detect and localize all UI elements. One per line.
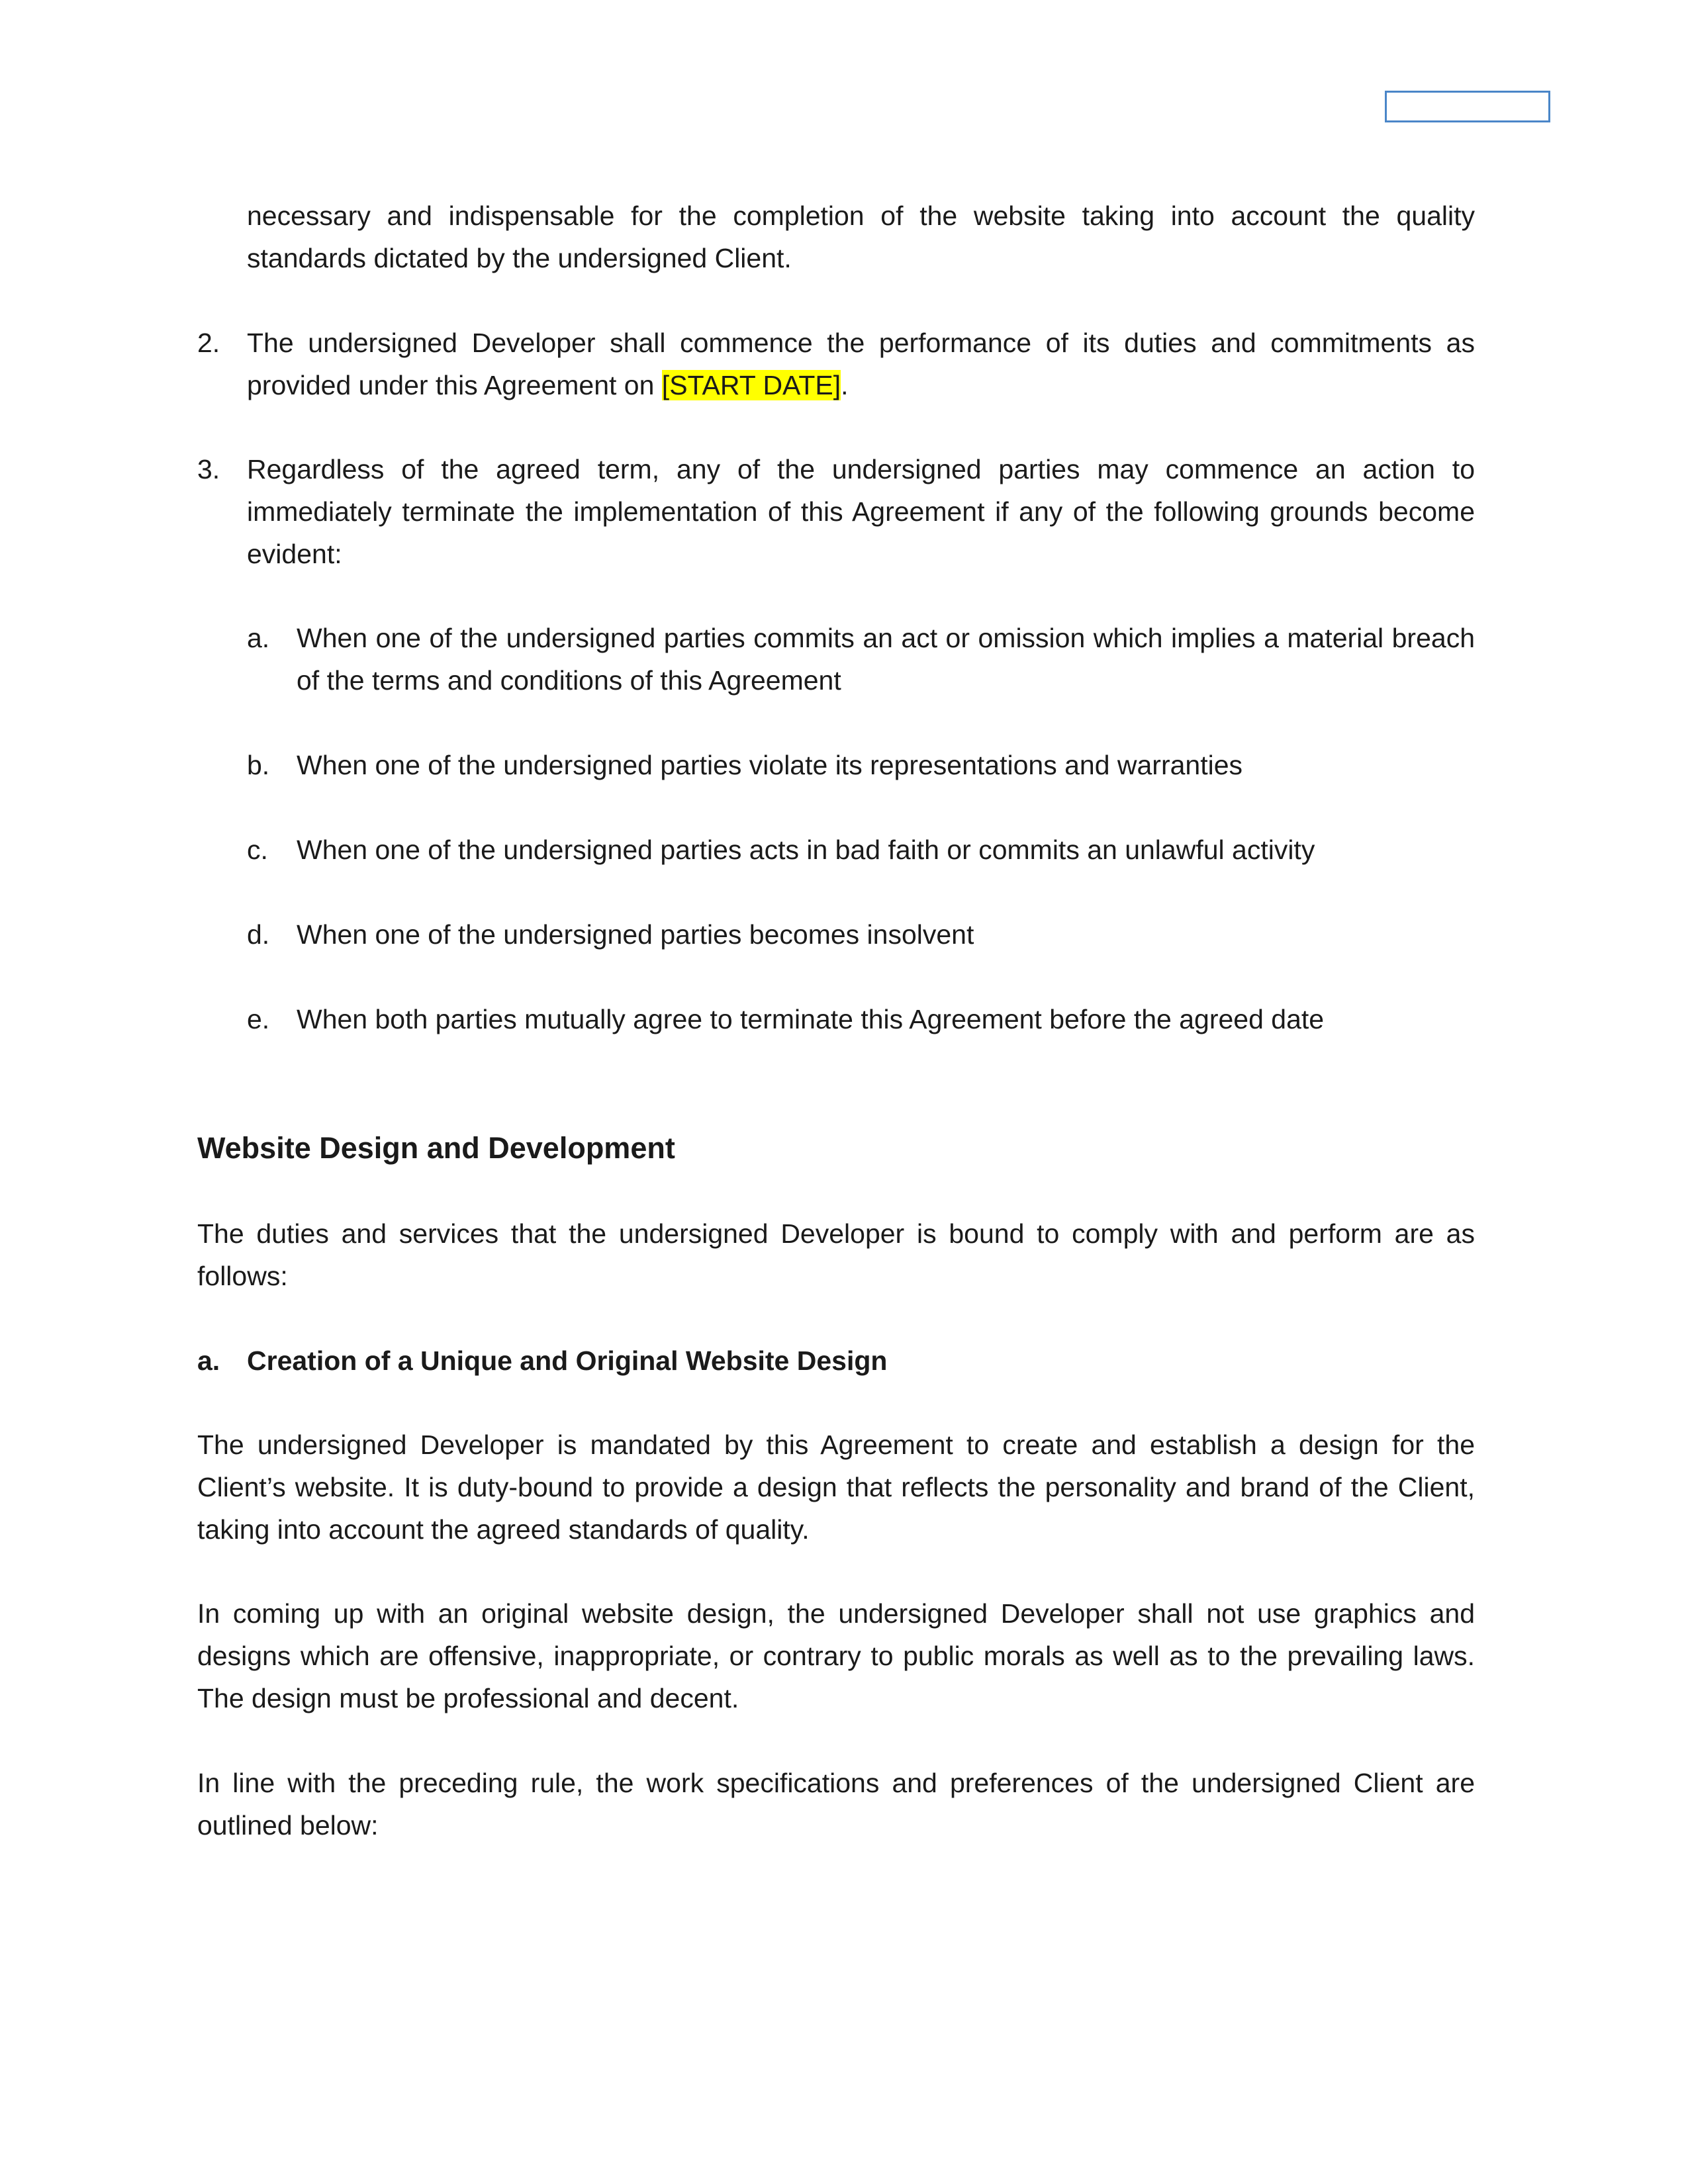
subsection-title: Creation of a Unique and Original Website Design xyxy=(247,1345,888,1376)
clause-3-number: 3. xyxy=(197,454,220,484)
ground-b-text: When one of the undersigned parties violate its representations and warranties xyxy=(297,750,1243,780)
clause-2-number: 2. xyxy=(197,328,220,358)
ground-e-letter: e. xyxy=(247,1004,270,1034)
body-paragraph-2: In coming up with an original website design, the undersigned Developer shall not use graphics and designs which are offensive, inappropriate, or contrary to public morals as well as to the prevailing laws. The design must be professional and decent. xyxy=(197,1598,1475,1713)
page-number-box xyxy=(1385,91,1550,122)
clause-2-text xyxy=(247,322,1475,406)
section-intro: The duties and services that the undersigned Developer is bound to comply with and perform are as follows: xyxy=(197,1218,1475,1291)
start-date-placeholder: [START DATE] xyxy=(661,370,841,400)
ground-d-letter: d. xyxy=(247,919,270,950)
ground-d-text: When one of the undersigned parties becomes insolvent xyxy=(297,919,974,950)
ground-b-letter: b. xyxy=(247,750,270,780)
body-paragraph-3: In line with the preceding rule, the work specifications and preferences of the undersigned Client are outlined below: xyxy=(197,1768,1475,1841)
clause-1-continuation: necessary and indispensable for the completion of the website taking into account the quality standards dictated by the undersigned Client. xyxy=(247,201,1475,273)
body-paragraph-1: The undersigned Developer is mandated by this Agreement to create and establish a design for the Client’s website. It is duty-bound to provide a design that reflects the personality and brand of the Client, taking into account the agreed standards of quality. xyxy=(197,1430,1475,1545)
clause-2-text-before: The undersigned Developer shall commence the performance of its duties and commitments as provided under this Agreement on xyxy=(247,328,1475,400)
ground-c-text: When one of the undersigned parties acts in bad faith or commits an unlawful activity xyxy=(297,835,1315,865)
section-heading: Website Design and Development xyxy=(197,1131,675,1165)
clause-2-text-after: . xyxy=(841,370,849,400)
ground-e-text: When both parties mutually agree to terminate this Agreement before the agreed date xyxy=(297,1004,1325,1034)
clause-3-text: Regardless of the agreed term, any of the undersigned parties may commence an action to immediately terminate the implementation of this Agreement if any of the following grounds become evident: xyxy=(247,454,1475,569)
ground-a-letter: a. xyxy=(247,623,270,653)
ground-a-text: When one of the undersigned parties commits an act or omission which implies a material breach of the terms and conditions of this Agreement xyxy=(297,623,1475,696)
subsection-letter: a. xyxy=(197,1345,220,1376)
ground-c-letter: c. xyxy=(247,835,268,865)
